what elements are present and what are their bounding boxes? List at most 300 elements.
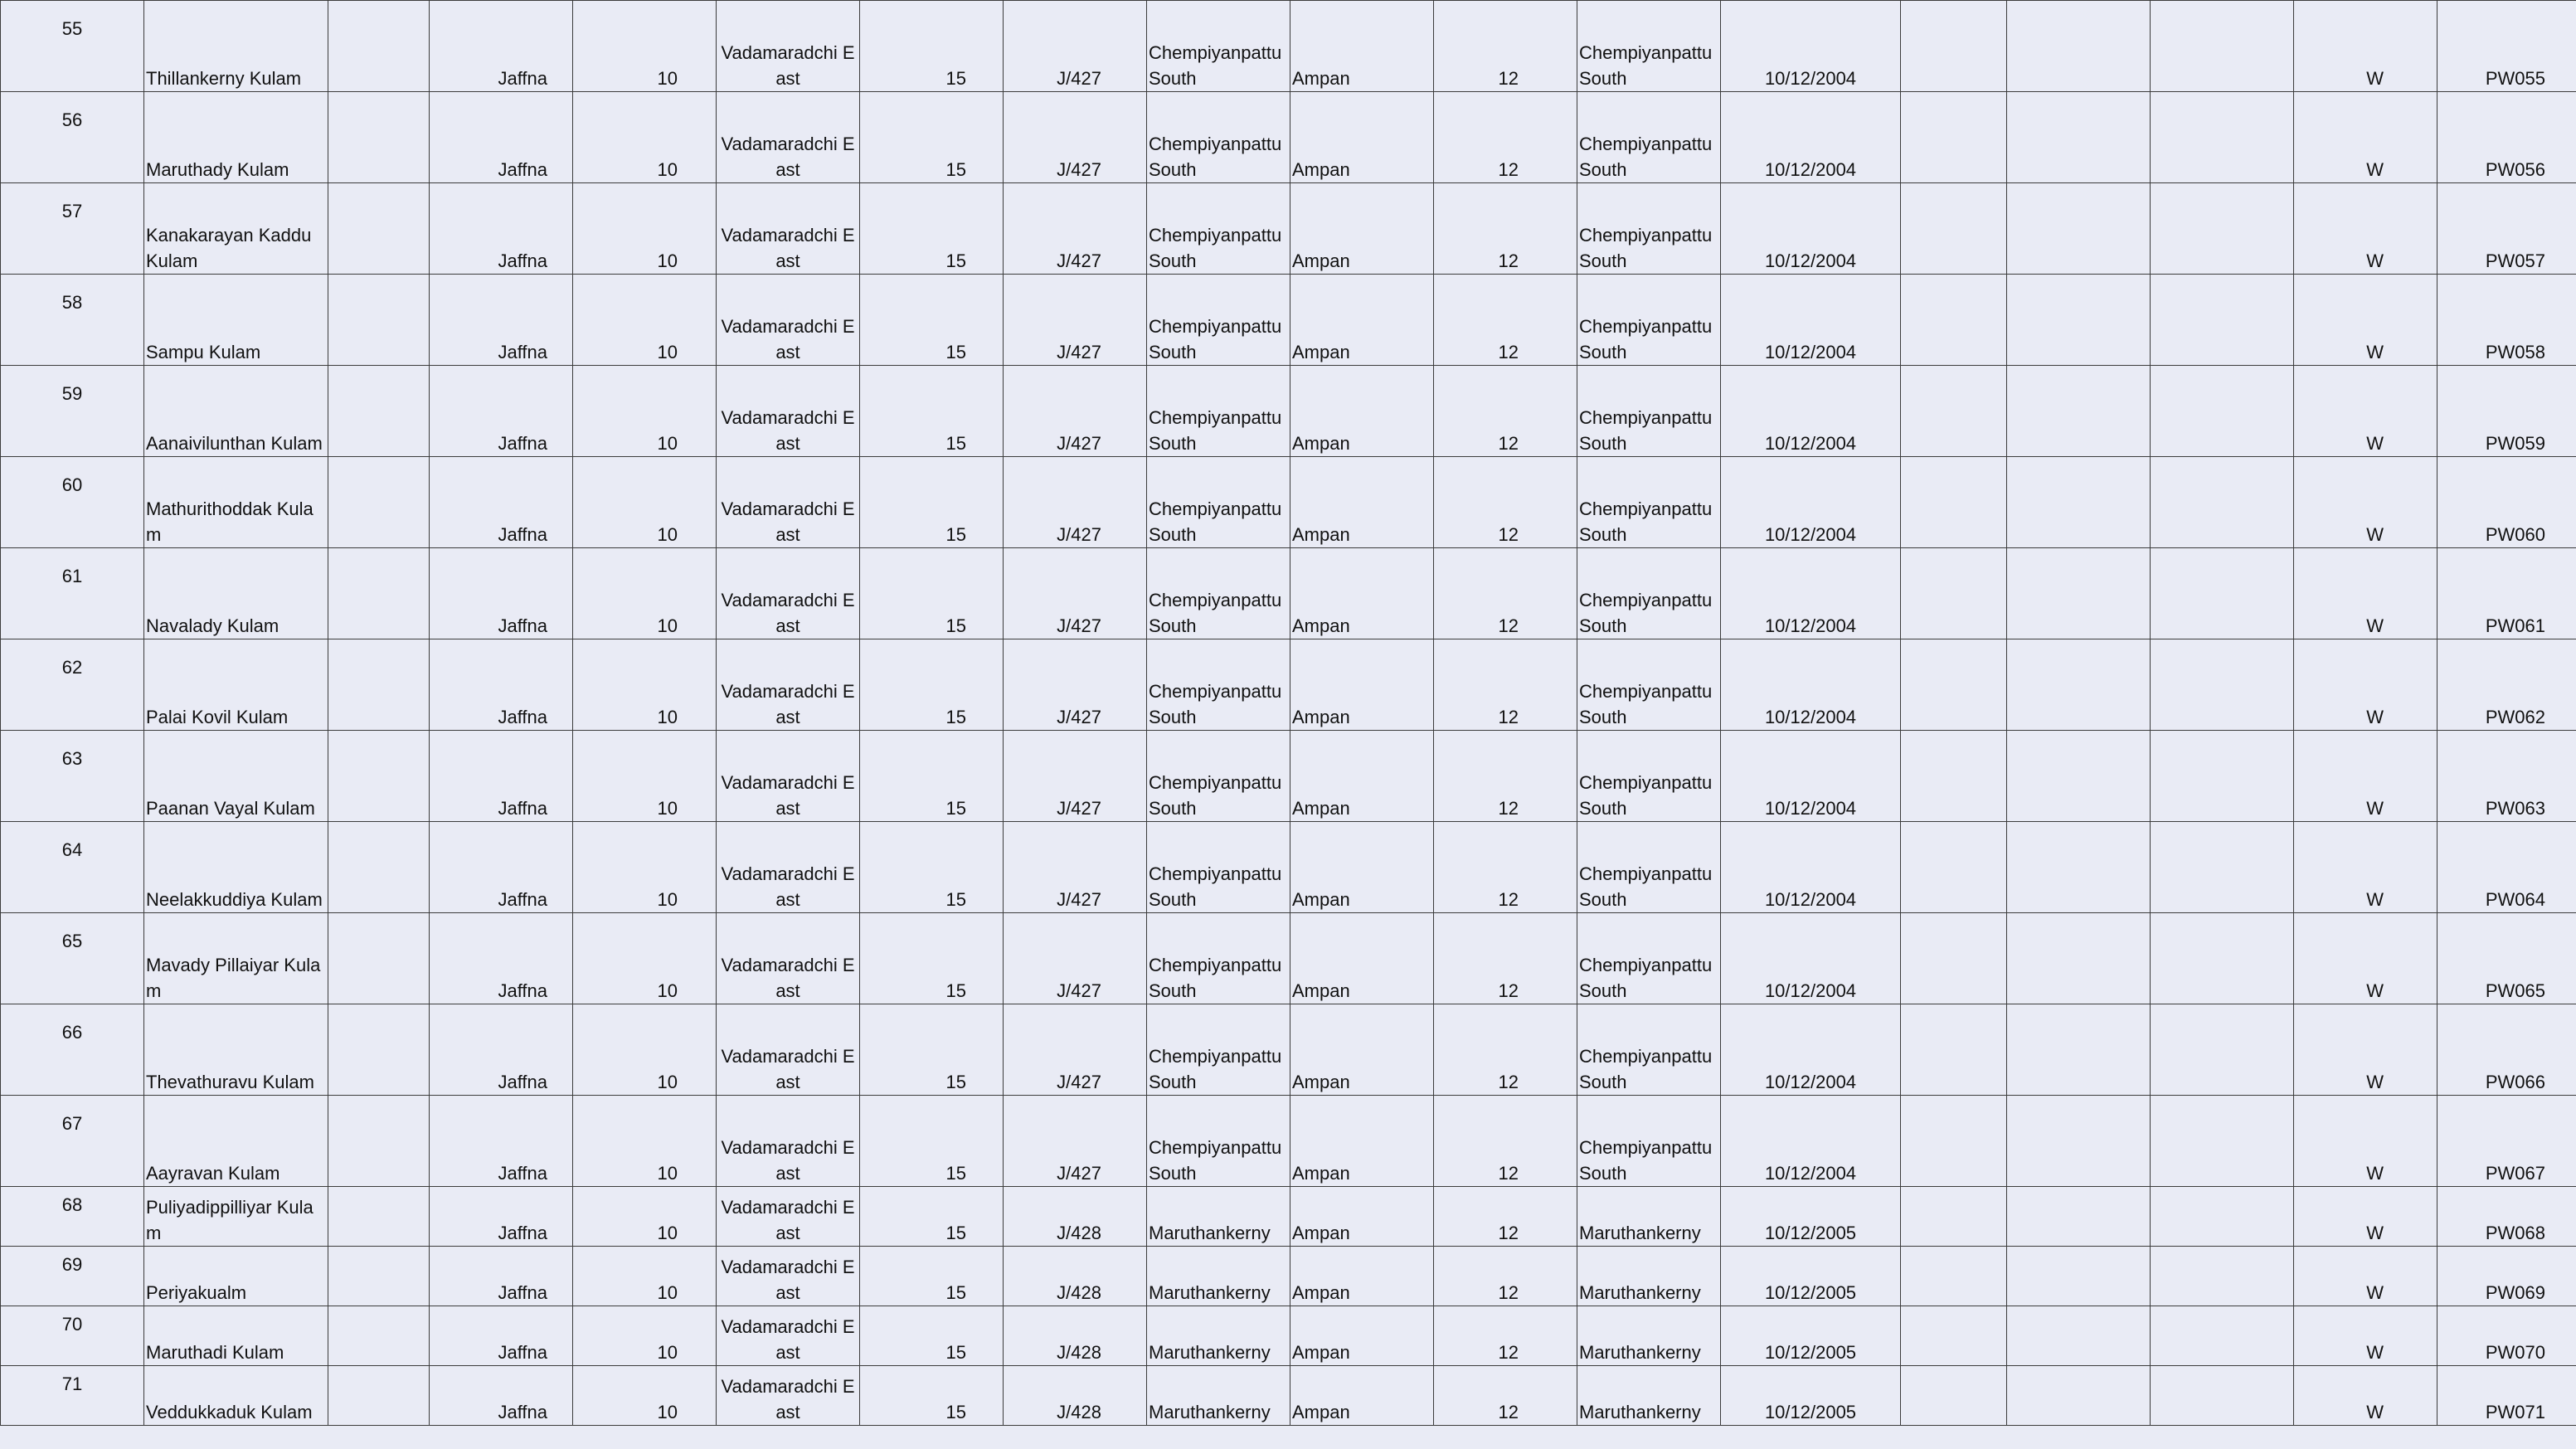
- cell-empty[interactable]: [2007, 366, 2151, 457]
- cell-ds-division[interactable]: Vadamaradchi East: [717, 1247, 860, 1306]
- cell-agrarian-center[interactable]: Ampan: [1290, 1187, 1434, 1247]
- cell-empty[interactable]: [328, 1247, 430, 1306]
- cell-code[interactable]: PW067: [2437, 1096, 2576, 1187]
- cell-type[interactable]: W: [2294, 639, 2437, 731]
- cell-ds-code[interactable]: 15: [860, 457, 1004, 548]
- cell-agrarian-code[interactable]: 12: [1434, 1366, 1577, 1426]
- cell-gn-code[interactable]: J/427: [1004, 548, 1147, 639]
- cell-empty[interactable]: [2151, 457, 2294, 548]
- cell-ds-code[interactable]: 15: [860, 1004, 1004, 1096]
- cell-empty[interactable]: [2007, 1096, 2151, 1187]
- cell-tank-name[interactable]: Kanakarayan Kaddu Kulam: [144, 183, 328, 275]
- cell-serial-number[interactable]: [1, 92, 144, 183]
- cell-date[interactable]: 10/12/2005: [1721, 1247, 1901, 1306]
- cell-empty[interactable]: [328, 731, 430, 822]
- cell-ds-division[interactable]: Vadamaradchi East: [717, 1096, 860, 1187]
- cell-village[interactable]: Chempiyanpattu South: [1577, 731, 1721, 822]
- cell-ds-division[interactable]: Vadamaradchi East: [717, 275, 860, 366]
- cell-ds-division[interactable]: Vadamaradchi East: [717, 1306, 860, 1366]
- cell-gn-division[interactable]: Chempiyanpattu South: [1147, 457, 1290, 548]
- cell-ds-code[interactable]: 15: [860, 822, 1004, 913]
- cell-district[interactable]: Jaffna: [430, 366, 573, 457]
- cell-date[interactable]: 10/12/2004: [1721, 913, 1901, 1004]
- cell-date[interactable]: 10/12/2004: [1721, 1004, 1901, 1096]
- cell-district[interactable]: Jaffna: [430, 92, 573, 183]
- cell-village[interactable]: Chempiyanpattu South: [1577, 639, 1721, 731]
- cell-empty[interactable]: [1901, 1187, 2007, 1247]
- cell-code[interactable]: PW062: [2437, 639, 2576, 731]
- cell-gn-code[interactable]: J/427: [1004, 1, 1147, 92]
- cell-serial-number[interactable]: [1, 822, 144, 913]
- cell-village[interactable]: Maruthankerny: [1577, 1247, 1721, 1306]
- cell-empty[interactable]: [2151, 548, 2294, 639]
- cell-agrarian-center[interactable]: Ampan: [1290, 1004, 1434, 1096]
- cell-empty[interactable]: [1901, 731, 2007, 822]
- cell-empty[interactable]: [1901, 639, 2007, 731]
- cell-agrarian-center[interactable]: Ampan: [1290, 639, 1434, 731]
- cell-tank-name[interactable]: Periyakualm: [144, 1247, 328, 1306]
- cell-date[interactable]: 10/12/2004: [1721, 183, 1901, 275]
- cell-serial-number[interactable]: [1, 731, 144, 822]
- cell-agrarian-center[interactable]: Ampan: [1290, 457, 1434, 548]
- cell-ds-division[interactable]: Vadamaradchi East: [717, 1187, 860, 1247]
- cell-empty[interactable]: [1901, 822, 2007, 913]
- cell-type[interactable]: W: [2294, 1187, 2437, 1247]
- cell-ds-division[interactable]: Vadamaradchi East: [717, 731, 860, 822]
- cell-date[interactable]: 10/12/2004: [1721, 92, 1901, 183]
- cell-tank-name[interactable]: Veddukkaduk Kulam: [144, 1366, 328, 1426]
- cell-district[interactable]: Jaffna: [430, 1187, 573, 1247]
- cell-code[interactable]: PW058: [2437, 275, 2576, 366]
- cell-serial-number[interactable]: [1, 1004, 144, 1096]
- cell-agrarian-code[interactable]: 12: [1434, 275, 1577, 366]
- cell-date[interactable]: 10/12/2004: [1721, 275, 1901, 366]
- cell-empty[interactable]: [328, 1187, 430, 1247]
- cell-type[interactable]: W: [2294, 913, 2437, 1004]
- cell-district-code[interactable]: 10: [573, 822, 717, 913]
- cell-gn-division[interactable]: Chempiyanpattu South: [1147, 913, 1290, 1004]
- cell-agrarian-center[interactable]: Ampan: [1290, 366, 1434, 457]
- cell-empty[interactable]: [2151, 92, 2294, 183]
- cell-empty[interactable]: [1901, 548, 2007, 639]
- cell-empty[interactable]: [2151, 913, 2294, 1004]
- cell-gn-division[interactable]: Chempiyanpattu South: [1147, 366, 1290, 457]
- cell-village[interactable]: Chempiyanpattu South: [1577, 1004, 1721, 1096]
- cell-serial-number[interactable]: [1, 639, 144, 731]
- cell-district-code[interactable]: 10: [573, 366, 717, 457]
- cell-agrarian-center[interactable]: Ampan: [1290, 1247, 1434, 1306]
- cell-ds-division[interactable]: Vadamaradchi East: [717, 639, 860, 731]
- cell-empty[interactable]: [328, 183, 430, 275]
- cell-gn-code[interactable]: J/427: [1004, 1096, 1147, 1187]
- cell-village[interactable]: Maruthankerny: [1577, 1366, 1721, 1426]
- cell-district-code[interactable]: 10: [573, 1306, 717, 1366]
- cell-ds-code[interactable]: 15: [860, 639, 1004, 731]
- cell-type[interactable]: W: [2294, 457, 2437, 548]
- cell-empty[interactable]: [328, 1004, 430, 1096]
- cell-village[interactable]: Chempiyanpattu South: [1577, 548, 1721, 639]
- cell-serial-number[interactable]: [1, 1, 144, 92]
- cell-district[interactable]: Jaffna: [430, 275, 573, 366]
- cell-district-code[interactable]: 10: [573, 1247, 717, 1306]
- cell-village[interactable]: Chempiyanpattu South: [1577, 92, 1721, 183]
- cell-empty[interactable]: [1901, 366, 2007, 457]
- cell-empty[interactable]: [2007, 92, 2151, 183]
- cell-empty[interactable]: [328, 822, 430, 913]
- cell-gn-code[interactable]: J/428: [1004, 1187, 1147, 1247]
- cell-district-code[interactable]: 10: [573, 1366, 717, 1426]
- cell-ds-code[interactable]: 15: [860, 366, 1004, 457]
- cell-ds-division[interactable]: Vadamaradchi East: [717, 1, 860, 92]
- cell-gn-division[interactable]: Chempiyanpattu South: [1147, 731, 1290, 822]
- cell-gn-code[interactable]: J/427: [1004, 457, 1147, 548]
- cell-gn-division[interactable]: Maruthankerny: [1147, 1187, 1290, 1247]
- cell-code[interactable]: PW055: [2437, 1, 2576, 92]
- cell-date[interactable]: 10/12/2004: [1721, 457, 1901, 548]
- cell-serial-number[interactable]: [1, 913, 144, 1004]
- cell-empty[interactable]: [328, 92, 430, 183]
- cell-ds-division[interactable]: Vadamaradchi East: [717, 366, 860, 457]
- cell-tank-name[interactable]: Thillankerny Kulam: [144, 1, 328, 92]
- cell-agrarian-code[interactable]: 12: [1434, 92, 1577, 183]
- cell-district[interactable]: Jaffna: [430, 1306, 573, 1366]
- cell-empty[interactable]: [2151, 366, 2294, 457]
- cell-agrarian-center[interactable]: Ampan: [1290, 92, 1434, 183]
- cell-empty[interactable]: [2151, 275, 2294, 366]
- cell-code[interactable]: PW057: [2437, 183, 2576, 275]
- cell-village[interactable]: Chempiyanpattu South: [1577, 275, 1721, 366]
- cell-district-code[interactable]: 10: [573, 275, 717, 366]
- cell-empty[interactable]: [328, 913, 430, 1004]
- cell-ds-code[interactable]: 15: [860, 1247, 1004, 1306]
- cell-agrarian-code[interactable]: 12: [1434, 639, 1577, 731]
- cell-gn-division[interactable]: Chempiyanpattu South: [1147, 183, 1290, 275]
- cell-code[interactable]: PW071: [2437, 1366, 2576, 1426]
- cell-agrarian-center[interactable]: Ampan: [1290, 1, 1434, 92]
- cell-district[interactable]: Jaffna: [430, 183, 573, 275]
- cell-empty[interactable]: [2007, 1306, 2151, 1366]
- cell-ds-code[interactable]: 15: [860, 731, 1004, 822]
- cell-gn-code[interactable]: J/427: [1004, 183, 1147, 275]
- cell-empty[interactable]: [328, 639, 430, 731]
- cell-gn-division[interactable]: Chempiyanpattu South: [1147, 92, 1290, 183]
- cell-empty[interactable]: [2007, 1247, 2151, 1306]
- cell-ds-code[interactable]: 15: [860, 1, 1004, 92]
- cell-date[interactable]: 10/12/2005: [1721, 1366, 1901, 1426]
- cell-gn-code[interactable]: J/427: [1004, 366, 1147, 457]
- cell-gn-division[interactable]: Chempiyanpattu South: [1147, 1004, 1290, 1096]
- cell-village[interactable]: Maruthankerny: [1577, 1306, 1721, 1366]
- cell-code[interactable]: PW059: [2437, 366, 2576, 457]
- cell-district[interactable]: Jaffna: [430, 1004, 573, 1096]
- cell-tank-name[interactable]: Puliyadippilliyar Kulam: [144, 1187, 328, 1247]
- cell-ds-division[interactable]: Vadamaradchi East: [717, 822, 860, 913]
- cell-empty[interactable]: [1901, 913, 2007, 1004]
- cell-gn-code[interactable]: J/428: [1004, 1247, 1147, 1306]
- cell-district-code[interactable]: 10: [573, 457, 717, 548]
- cell-gn-division[interactable]: Chempiyanpattu South: [1147, 1096, 1290, 1187]
- cell-agrarian-center[interactable]: Ampan: [1290, 275, 1434, 366]
- cell-date[interactable]: 10/12/2004: [1721, 639, 1901, 731]
- cell-empty[interactable]: [2007, 275, 2151, 366]
- cell-ds-code[interactable]: 15: [860, 913, 1004, 1004]
- cell-empty[interactable]: [2007, 548, 2151, 639]
- cell-gn-division[interactable]: Maruthankerny: [1147, 1247, 1290, 1306]
- cell-type[interactable]: W: [2294, 1, 2437, 92]
- cell-district-code[interactable]: 10: [573, 1004, 717, 1096]
- cell-serial-number[interactable]: [1, 183, 144, 275]
- cell-empty[interactable]: [2151, 1247, 2294, 1306]
- cell-serial-number[interactable]: [1, 366, 144, 457]
- cell-village[interactable]: Chempiyanpattu South: [1577, 457, 1721, 548]
- cell-district[interactable]: Jaffna: [430, 1096, 573, 1187]
- cell-type[interactable]: W: [2294, 1004, 2437, 1096]
- cell-district-code[interactable]: 10: [573, 1, 717, 92]
- cell-empty[interactable]: [2007, 913, 2151, 1004]
- cell-tank-name[interactable]: Thevathuravu Kulam: [144, 1004, 328, 1096]
- cell-ds-code[interactable]: 15: [860, 1187, 1004, 1247]
- cell-serial-number[interactable]: [1, 275, 144, 366]
- cell-tank-name[interactable]: Paanan Vayal Kulam: [144, 731, 328, 822]
- cell-ds-division[interactable]: Vadamaradchi East: [717, 548, 860, 639]
- cell-agrarian-code[interactable]: 12: [1434, 183, 1577, 275]
- cell-code[interactable]: PW061: [2437, 548, 2576, 639]
- cell-agrarian-code[interactable]: 12: [1434, 1187, 1577, 1247]
- cell-gn-division[interactable]: Maruthankerny: [1147, 1366, 1290, 1426]
- cell-serial-number[interactable]: [1, 1306, 144, 1366]
- cell-district[interactable]: Jaffna: [430, 1366, 573, 1426]
- cell-code[interactable]: PW056: [2437, 92, 2576, 183]
- cell-date[interactable]: 10/12/2004: [1721, 1096, 1901, 1187]
- cell-type[interactable]: W: [2294, 366, 2437, 457]
- cell-tank-name[interactable]: Maruthady Kulam: [144, 92, 328, 183]
- cell-empty[interactable]: [2151, 1366, 2294, 1426]
- cell-serial-number[interactable]: [1, 1096, 144, 1187]
- cell-ds-code[interactable]: 15: [860, 548, 1004, 639]
- cell-gn-division[interactable]: Chempiyanpattu South: [1147, 1, 1290, 92]
- cell-agrarian-center[interactable]: Ampan: [1290, 731, 1434, 822]
- cell-serial-number[interactable]: [1, 1247, 144, 1306]
- cell-empty[interactable]: [328, 275, 430, 366]
- cell-empty[interactable]: [2151, 1306, 2294, 1366]
- cell-ds-code[interactable]: 15: [860, 1096, 1004, 1187]
- cell-empty[interactable]: [2007, 639, 2151, 731]
- cell-tank-name[interactable]: Navalady Kulam: [144, 548, 328, 639]
- cell-agrarian-center[interactable]: Ampan: [1290, 1096, 1434, 1187]
- cell-agrarian-code[interactable]: 12: [1434, 548, 1577, 639]
- cell-date[interactable]: 10/12/2005: [1721, 1306, 1901, 1366]
- cell-agrarian-code[interactable]: 12: [1434, 1004, 1577, 1096]
- cell-village[interactable]: Chempiyanpattu South: [1577, 822, 1721, 913]
- cell-gn-division[interactable]: Chempiyanpattu South: [1147, 548, 1290, 639]
- cell-gn-division[interactable]: Chempiyanpattu South: [1147, 639, 1290, 731]
- cell-ds-code[interactable]: 15: [860, 92, 1004, 183]
- cell-date[interactable]: 10/12/2004: [1721, 548, 1901, 639]
- cell-empty[interactable]: [2007, 1, 2151, 92]
- cell-gn-code[interactable]: J/427: [1004, 92, 1147, 183]
- cell-ds-division[interactable]: Vadamaradchi East: [717, 183, 860, 275]
- cell-type[interactable]: W: [2294, 275, 2437, 366]
- cell-tank-name[interactable]: Aanaivilunthan Kulam: [144, 366, 328, 457]
- cell-village[interactable]: Chempiyanpattu South: [1577, 1, 1721, 92]
- cell-district[interactable]: Jaffna: [430, 1247, 573, 1306]
- cell-date[interactable]: 10/12/2004: [1721, 1, 1901, 92]
- cell-village[interactable]: Chempiyanpattu South: [1577, 1096, 1721, 1187]
- cell-empty[interactable]: [1901, 1306, 2007, 1366]
- cell-district[interactable]: Jaffna: [430, 822, 573, 913]
- cell-village[interactable]: Maruthankerny: [1577, 1187, 1721, 1247]
- cell-type[interactable]: W: [2294, 1096, 2437, 1187]
- cell-district[interactable]: Jaffna: [430, 731, 573, 822]
- cell-empty[interactable]: [2007, 1004, 2151, 1096]
- cell-tank-name[interactable]: Sampu Kulam: [144, 275, 328, 366]
- cell-empty[interactable]: [2007, 183, 2151, 275]
- cell-empty[interactable]: [328, 457, 430, 548]
- cell-district-code[interactable]: 10: [573, 1096, 717, 1187]
- cell-gn-division[interactable]: Chempiyanpattu South: [1147, 275, 1290, 366]
- cell-empty[interactable]: [328, 1306, 430, 1366]
- cell-district-code[interactable]: 10: [573, 913, 717, 1004]
- cell-village[interactable]: Chempiyanpattu South: [1577, 183, 1721, 275]
- cell-empty[interactable]: [1901, 457, 2007, 548]
- cell-district[interactable]: Jaffna: [430, 457, 573, 548]
- cell-gn-code[interactable]: J/428: [1004, 1366, 1147, 1426]
- cell-agrarian-code[interactable]: 12: [1434, 731, 1577, 822]
- cell-empty[interactable]: [2007, 822, 2151, 913]
- cell-code[interactable]: PW069: [2437, 1247, 2576, 1306]
- cell-date[interactable]: 10/12/2005: [1721, 1187, 1901, 1247]
- cell-type[interactable]: W: [2294, 548, 2437, 639]
- cell-code[interactable]: PW068: [2437, 1187, 2576, 1247]
- cell-empty[interactable]: [2007, 457, 2151, 548]
- cell-empty[interactable]: [1901, 1366, 2007, 1426]
- cell-empty[interactable]: [2007, 1366, 2151, 1426]
- cell-empty[interactable]: [328, 548, 430, 639]
- cell-type[interactable]: W: [2294, 183, 2437, 275]
- cell-village[interactable]: Chempiyanpattu South: [1577, 366, 1721, 457]
- cell-tank-name[interactable]: Palai Kovil Kulam: [144, 639, 328, 731]
- cell-gn-division[interactable]: Chempiyanpattu South: [1147, 822, 1290, 913]
- cell-district-code[interactable]: 10: [573, 92, 717, 183]
- cell-date[interactable]: 10/12/2004: [1721, 731, 1901, 822]
- cell-agrarian-center[interactable]: Ampan: [1290, 183, 1434, 275]
- cell-ds-division[interactable]: Vadamaradchi East: [717, 1004, 860, 1096]
- cell-type[interactable]: W: [2294, 731, 2437, 822]
- cell-district[interactable]: Jaffna: [430, 548, 573, 639]
- cell-ds-code[interactable]: 15: [860, 1366, 1004, 1426]
- cell-empty[interactable]: [1901, 183, 2007, 275]
- cell-agrarian-code[interactable]: 12: [1434, 1096, 1577, 1187]
- cell-empty[interactable]: [1901, 1, 2007, 92]
- cell-code[interactable]: PW070: [2437, 1306, 2576, 1366]
- cell-empty[interactable]: [2151, 822, 2294, 913]
- cell-code[interactable]: PW065: [2437, 913, 2576, 1004]
- cell-agrarian-code[interactable]: 12: [1434, 366, 1577, 457]
- cell-code[interactable]: PW060: [2437, 457, 2576, 548]
- cell-district-code[interactable]: 10: [573, 1187, 717, 1247]
- cell-empty[interactable]: [328, 1096, 430, 1187]
- cell-date[interactable]: 10/12/2004: [1721, 822, 1901, 913]
- cell-agrarian-code[interactable]: 12: [1434, 913, 1577, 1004]
- cell-village[interactable]: Chempiyanpattu South: [1577, 913, 1721, 1004]
- cell-gn-code[interactable]: J/427: [1004, 275, 1147, 366]
- cell-type[interactable]: W: [2294, 1366, 2437, 1426]
- cell-empty[interactable]: [2151, 1096, 2294, 1187]
- cell-ds-division[interactable]: Vadamaradchi East: [717, 92, 860, 183]
- cell-gn-code[interactable]: J/427: [1004, 822, 1147, 913]
- cell-district[interactable]: Jaffna: [430, 913, 573, 1004]
- cell-tank-name[interactable]: Mathurithoddak Kulam: [144, 457, 328, 548]
- cell-ds-code[interactable]: 15: [860, 1306, 1004, 1366]
- cell-empty[interactable]: [2151, 1, 2294, 92]
- cell-code[interactable]: PW066: [2437, 1004, 2576, 1096]
- cell-gn-code[interactable]: J/427: [1004, 1004, 1147, 1096]
- cell-ds-code[interactable]: 15: [860, 275, 1004, 366]
- cell-empty[interactable]: [2151, 183, 2294, 275]
- cell-ds-division[interactable]: Vadamaradchi East: [717, 457, 860, 548]
- cell-tank-name[interactable]: Neelakkuddiya Kulam: [144, 822, 328, 913]
- cell-empty[interactable]: [2151, 731, 2294, 822]
- cell-empty[interactable]: [328, 366, 430, 457]
- cell-gn-code[interactable]: J/427: [1004, 731, 1147, 822]
- cell-agrarian-code[interactable]: 12: [1434, 1247, 1577, 1306]
- cell-empty[interactable]: [1901, 1247, 2007, 1306]
- cell-type[interactable]: W: [2294, 1247, 2437, 1306]
- cell-serial-number[interactable]: [1, 548, 144, 639]
- cell-agrarian-code[interactable]: 12: [1434, 1306, 1577, 1366]
- cell-gn-code[interactable]: J/427: [1004, 913, 1147, 1004]
- cell-agrarian-code[interactable]: 12: [1434, 822, 1577, 913]
- cell-serial-number[interactable]: [1, 457, 144, 548]
- cell-empty[interactable]: [2007, 1187, 2151, 1247]
- cell-agrarian-code[interactable]: 12: [1434, 1, 1577, 92]
- cell-code[interactable]: PW063: [2437, 731, 2576, 822]
- cell-empty[interactable]: [1901, 275, 2007, 366]
- cell-gn-code[interactable]: J/428: [1004, 1306, 1147, 1366]
- cell-tank-name[interactable]: Aayravan Kulam: [144, 1096, 328, 1187]
- cell-agrarian-code[interactable]: 12: [1434, 457, 1577, 548]
- cell-type[interactable]: W: [2294, 1306, 2437, 1366]
- cell-gn-code[interactable]: J/427: [1004, 639, 1147, 731]
- cell-ds-division[interactable]: Vadamaradchi East: [717, 1366, 860, 1426]
- cell-agrarian-center[interactable]: Ampan: [1290, 822, 1434, 913]
- cell-district-code[interactable]: 10: [573, 639, 717, 731]
- cell-type[interactable]: W: [2294, 822, 2437, 913]
- cell-empty[interactable]: [1901, 1096, 2007, 1187]
- cell-empty[interactable]: [1901, 1004, 2007, 1096]
- cell-empty[interactable]: [2151, 1187, 2294, 1247]
- cell-empty[interactable]: [2151, 1004, 2294, 1096]
- cell-empty[interactable]: [2151, 639, 2294, 731]
- cell-district-code[interactable]: 10: [573, 731, 717, 822]
- cell-gn-division[interactable]: Maruthankerny: [1147, 1306, 1290, 1366]
- cell-empty[interactable]: [328, 1366, 430, 1426]
- cell-date[interactable]: 10/12/2004: [1721, 366, 1901, 457]
- cell-type[interactable]: W: [2294, 92, 2437, 183]
- cell-agrarian-center[interactable]: Ampan: [1290, 1366, 1434, 1426]
- cell-agrarian-center[interactable]: Ampan: [1290, 1306, 1434, 1366]
- cell-ds-division[interactable]: Vadamaradchi East: [717, 913, 860, 1004]
- cell-district[interactable]: Jaffna: [430, 1, 573, 92]
- cell-district-code[interactable]: 10: [573, 548, 717, 639]
- cell-tank-name[interactable]: Mavady Pillaiyar Kulam: [144, 913, 328, 1004]
- cell-empty[interactable]: [328, 1, 430, 92]
- cell-tank-name[interactable]: Maruthadi Kulam: [144, 1306, 328, 1366]
- cell-agrarian-center[interactable]: Ampan: [1290, 913, 1434, 1004]
- cell-district[interactable]: Jaffna: [430, 639, 573, 731]
- cell-empty[interactable]: [1901, 92, 2007, 183]
- cell-ds-code[interactable]: 15: [860, 183, 1004, 275]
